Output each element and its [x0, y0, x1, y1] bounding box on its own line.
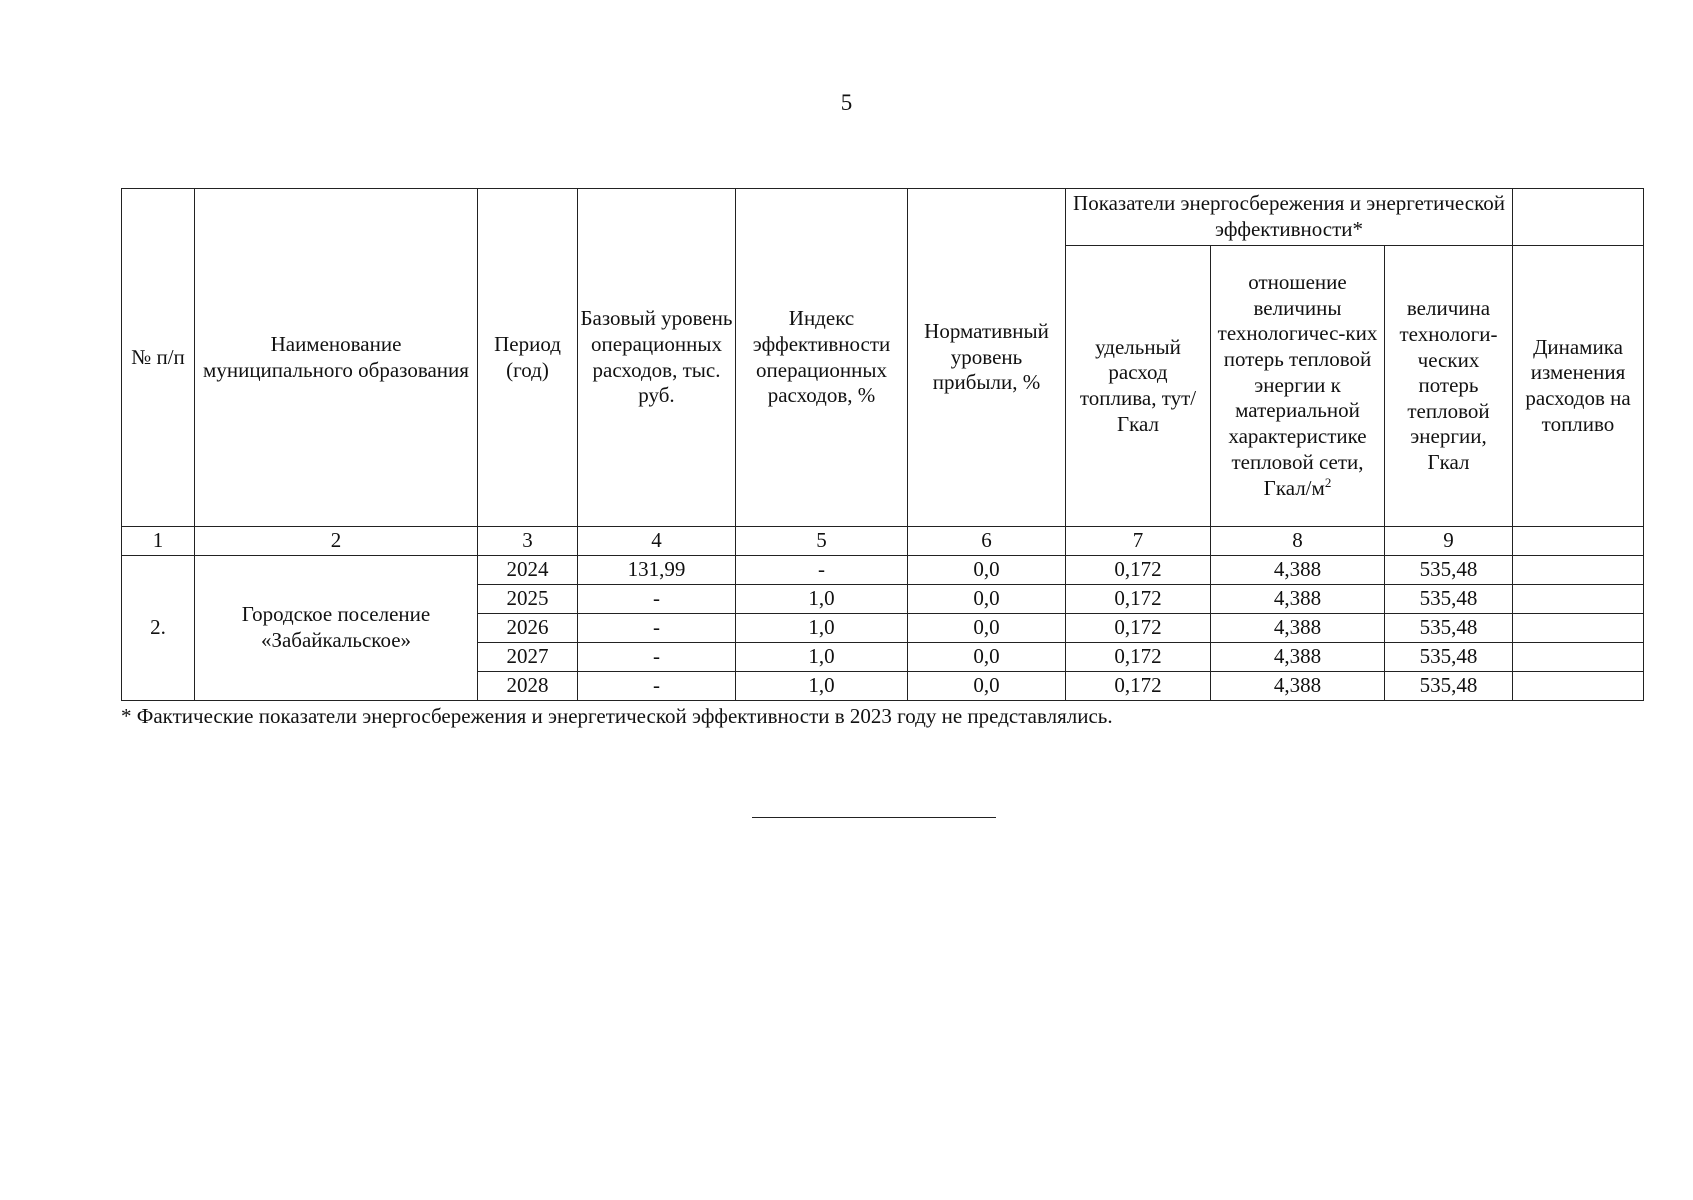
header-energy-group: Показатели энергосбережения и энергетической эффективности*: [1066, 189, 1513, 246]
header-heat-losses: величина технологи-ческих потерь тепловой энергии, Гкал: [1385, 246, 1513, 527]
cell-fuel: 0,172: [1066, 614, 1211, 643]
cell-ratio: 4,388: [1211, 672, 1385, 701]
cell-fuel: 0,172: [1066, 585, 1211, 614]
cell-index: 1,0: [736, 672, 908, 701]
cell-base-opex: -: [578, 585, 736, 614]
header-fuel-rate: удельный расход топлива, тут/Гкал: [1066, 246, 1211, 527]
header-row-1: [122, 189, 1644, 246]
header-period: Период (год): [478, 189, 578, 527]
cell-dynamics: [1513, 672, 1644, 701]
cell-dynamics: [1513, 556, 1644, 585]
cell-losses: 535,48: [1385, 643, 1513, 672]
cell-year: 2024: [478, 556, 578, 585]
cell-base-opex: -: [578, 672, 736, 701]
cell-year: 2028: [478, 672, 578, 701]
cell-profit: 0,0: [908, 585, 1066, 614]
cell-ratio: 4,388: [1211, 556, 1385, 585]
cell-losses: 535,48: [1385, 614, 1513, 643]
header-profit-level: Нормативный уровень прибыли, %: [908, 189, 1066, 527]
cell-profit: 0,0: [908, 672, 1066, 701]
cell-dynamics: [1513, 643, 1644, 672]
cell-losses: 535,48: [1385, 672, 1513, 701]
column-numbers-row: [122, 527, 1644, 556]
tariff-indicators-table: [121, 188, 1644, 701]
column-number: 2: [195, 527, 478, 556]
end-divider: [752, 817, 996, 818]
header-blank: [1513, 189, 1644, 246]
table-row: [122, 556, 1644, 585]
footnote: * Фактические показатели энергосбережения и энергетической эффективности в 2023 году не представлялись.: [121, 704, 1113, 728]
cell-base-opex: -: [578, 643, 736, 672]
header-num: № п/п: [122, 189, 195, 527]
column-number: 3: [478, 527, 578, 556]
cell-base-opex: -: [578, 614, 736, 643]
column-number: 5: [736, 527, 908, 556]
column-number: 6: [908, 527, 1066, 556]
cell-dynamics: [1513, 585, 1644, 614]
column-number: [1513, 527, 1644, 556]
cell-index: 1,0: [736, 585, 908, 614]
column-number: 1: [122, 527, 195, 556]
cell-fuel: 0,172: [1066, 556, 1211, 585]
cell-profit: 0,0: [908, 643, 1066, 672]
cell-ratio: 4,388: [1211, 585, 1385, 614]
cell-index: 1,0: [736, 643, 908, 672]
column-number: 7: [1066, 527, 1211, 556]
cell-index: -: [736, 556, 908, 585]
page-number: 5: [840, 90, 853, 115]
cell-dynamics: [1513, 614, 1644, 643]
header-efficiency-index: Индекс эффективности операционных расходов, %: [736, 189, 908, 527]
header-base-opex: Базовый уровень операционных расходов, тыс. руб.: [578, 189, 736, 527]
header-loss-ratio-text: отношение величины технологичес-ких потерь тепловой энергии к материальной характеристике тепловой сети, Гкал/м: [1217, 270, 1378, 501]
cell-profit: 0,0: [908, 556, 1066, 585]
entity-name: Городское поселение «Забайкальское»: [195, 556, 478, 701]
cell-losses: 535,48: [1385, 585, 1513, 614]
column-number: 9: [1385, 527, 1513, 556]
cell-ratio: 4,388: [1211, 643, 1385, 672]
cell-base-opex: 131,99: [578, 556, 736, 585]
header-loss-ratio-sup: 2: [1324, 475, 1332, 491]
cell-year: 2025: [478, 585, 578, 614]
cell-fuel: 0,172: [1066, 672, 1211, 701]
cell-year: 2027: [478, 643, 578, 672]
header-name: Наименование муниципального образования: [195, 189, 478, 527]
cell-losses: 535,48: [1385, 556, 1513, 585]
cell-profit: 0,0: [908, 614, 1066, 643]
cell-year: 2026: [478, 614, 578, 643]
column-number: 8: [1211, 527, 1385, 556]
cell-ratio: 4,388: [1211, 614, 1385, 643]
cell-index: 1,0: [736, 614, 908, 643]
cell-fuel: 0,172: [1066, 643, 1211, 672]
header-loss-ratio: [1211, 246, 1385, 527]
entity-num: 2.: [122, 556, 195, 701]
column-number: 4: [578, 527, 736, 556]
header-fuel-dynamics: Динамика изменения расходов на топливо: [1513, 246, 1644, 527]
